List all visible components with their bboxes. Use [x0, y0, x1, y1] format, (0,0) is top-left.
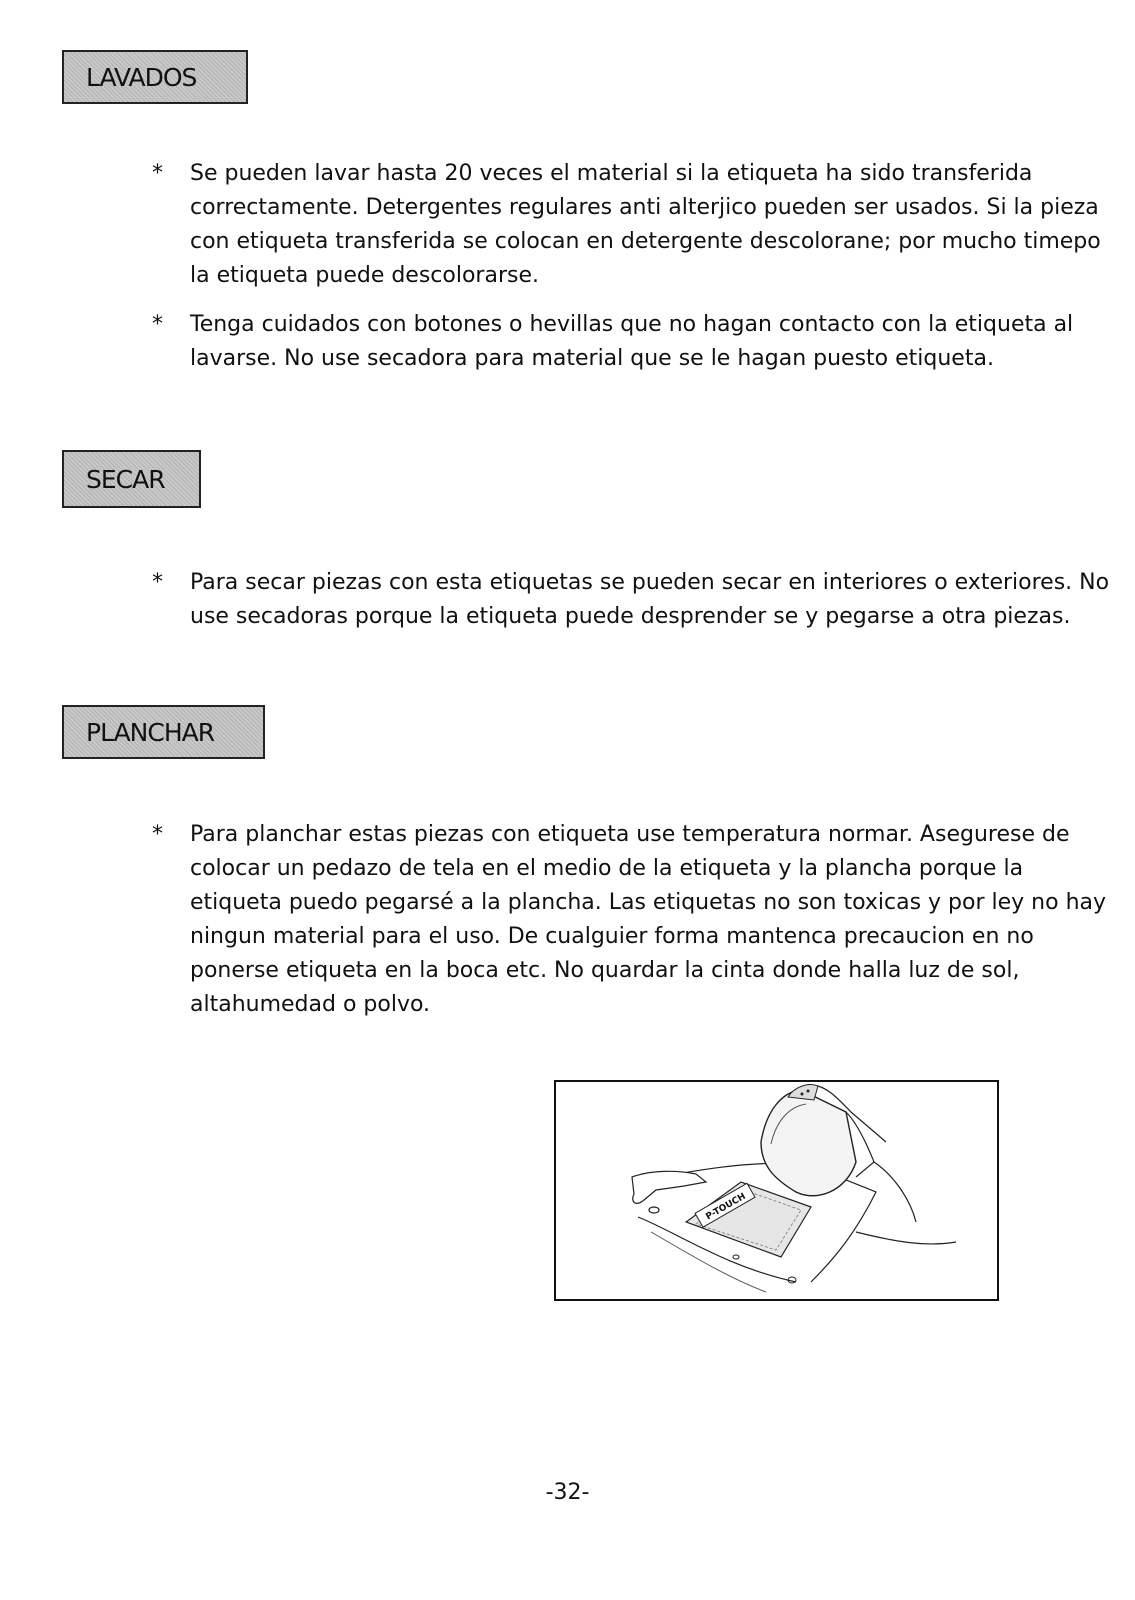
- page-number: -32-: [545, 1480, 590, 1505]
- bullet-text: Tenga cuidados con botones o hevillas que no hagan contacto con la etiqueta al lavarse. No use secadora para material que se le hagan puesto etiqueta.: [190, 312, 1074, 371]
- svg-text:P-TOUCH: P-TOUCH: [704, 1191, 748, 1223]
- section-heading-lavados: LAVADOS: [62, 50, 248, 104]
- bullet-marker: *: [152, 570, 163, 595]
- bullet-text: Se pueden lavar hasta 20 veces el material si la etiqueta ha sido transferida correctamente. Detergentes regulares anti alterjico pueden ser usados. Si la pieza con etiqueta transferida se colocan en detergente descolorane; por mucho timepo la etiqueta puede descolorarse.: [190, 161, 1101, 288]
- list-item: [152, 818, 1112, 1022]
- bullet-marker: *: [152, 822, 163, 847]
- list-item: [152, 308, 1112, 376]
- ironing-illustration: [554, 1080, 999, 1301]
- bullet-text: Para secar piezas con esta etiquetas se pueden secar en interiores o exteriores. No use secadoras porque la etiqueta puede desprender se y pegarse a otra piezas.: [190, 570, 1110, 629]
- section-heading-planchar: PLANCHAR: [62, 705, 265, 759]
- bullet-text: Para planchar estas piezas con etiqueta use temperatura normar. Asegurese de colocar un pedazo de tela en el medio de la etiqueta y la plancha porque la etiqueta puedo pegarsé a la plancha. Las etiquetas no son toxicas y por ley no hay ningun material para el uso. De cualguier forma mantenca precaucion en no ponerse etiqueta en la boca etc. No quardar la cinta donde halla luz de sol, altahumedad o polvo.: [190, 822, 1107, 1017]
- iron-on-label-icon: [556, 1082, 997, 1299]
- section-heading-secar: SECAR: [62, 450, 201, 508]
- bullet-marker: *: [152, 161, 163, 186]
- bullet-marker: *: [152, 312, 163, 337]
- list-item: [152, 157, 1112, 293]
- list-item: [152, 566, 1112, 634]
